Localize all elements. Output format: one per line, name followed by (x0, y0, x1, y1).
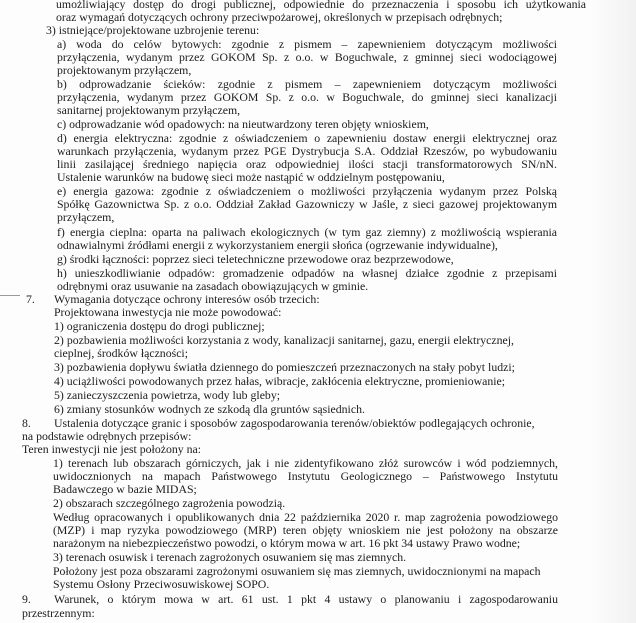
item-f-line: odnawialnymi źródłami energii z wykorzystaniem energii słońca (ogrzewanie indywidualne), (57, 238, 498, 252)
section-8-line: narażonym na niebezpieczeństwo powodzi, o którym mowa w art. 16 pkt 34 ustawy Prawo wodne; (53, 536, 521, 550)
section-7-item: 4) uciążliwości powodowanych przez hałas, wibracje, zakłócenia elektryczne, promieniowanie; (54, 374, 506, 388)
margin-mark (0, 295, 20, 296)
item-a-line: projektowanym przyłączem, (57, 63, 192, 77)
section-8-line: 2) obszarach szczególnego zagrożenia powodzią. (53, 496, 286, 510)
item-h-line: h) unieszkodliwianie odpadów: gromadzenie odpadów na własnej działce zgodnie z przepisami (57, 266, 557, 280)
section-8-line: Położony jest poza obszarami zagrożonymi osuwaniem się mas ziemnych, uwidocznionymi na mapach (53, 564, 541, 578)
item-b-line: b) odprowadzanie ścieków: zgodnie z pismem – zapewnieniem dotyczącym możliwości (57, 77, 557, 91)
page-edge-shadow (592, 0, 636, 623)
list-item-3: 3) istniejące/projektowane uzbrojenie terenu: (46, 23, 260, 37)
item-e-line: Spółkę Gazownictwa Sp. z o.o. Oddział Zakład Gazowniczy w Jaśle, z sieci gazowej projektowanym (57, 197, 557, 211)
text-line: umożliwiający dostęp do drogi publicznej, odpowiednie do przeznaczenia i sposobu ich użytkowania (56, 0, 586, 11)
text-line: oraz wymagań dotyczących ochrony przeciwpożarowej, określonych w przepisach odrębnych; (56, 10, 503, 24)
item-g-line: g) środki łączności: poprzez sieci teletechniczne przewodowe oraz bezprzewodowe, (57, 252, 454, 266)
item-d-line: warunkach przyłączenia, wydanym przez PGE Dystrybucja S.A. Oddział Rzeszów, po wybudowaniu (57, 144, 557, 158)
section-8-lead: Teren inwestycji nie jest położony na: (22, 442, 202, 456)
section-8-line: Systemu Osłony Przeciwosuwiskowej SOPO. (53, 577, 270, 591)
section-7-item: 3) pozbawienia dopływu światła dziennego do pomieszczeń przeznaczonych na stały pobyt ludzi; (54, 360, 515, 374)
item-f-line: f) energia cieplna: oparta na paliwach ekologicznych (w tym gaz ziemny) z możliwością wspierania (57, 225, 557, 239)
item-b-line: przyłączenia, wydanym przez GOKOM Sp. z o.o. w Boguchwale, do gminnej sieci kanalizacji (57, 90, 557, 104)
section-8-title-cont: na podstawie odrębnych przepisów: (22, 429, 192, 443)
item-h-line: odrębnymi oraz usuwanie na zasadach obowiązujących w gminie. (57, 279, 369, 293)
item-e-line: e) energia gazowa: zgodnie z oświadczeniem o możliwości przyłączenia wydanym przez Polską (57, 184, 557, 198)
item-a-line: przyłączenia, wydanym przez GOKOM Sp. z o.o. w Boguchwale, z gminnej sieci wodociągowej (57, 50, 557, 64)
section-7-item: 6) zmiany stosunków wodnych ze szkodą dla gruntów sąsiednich. (54, 402, 365, 416)
section-9-number: 9. (22, 592, 31, 606)
section-7-item: 2) pozbawienia możliwości korzystania z wody, kanalizacji sanitarnej, gazu, energii elektrycznej, (54, 333, 514, 347)
item-c-line: c) odprowadzanie wód opadowych: na nieutwardzony teren objęty wnioskiem, (57, 117, 429, 131)
item-d-line: linii zasilającej średniego napięcia oraz odpowiedniej ilości stacji transformatorowych SN/nN. (57, 157, 557, 171)
section-8-line: 3) terenach osuwisk i terenach zagrożonych osuwaniem się mas ziemnych. (53, 550, 407, 564)
section-9-title: Warunek, o którym mowa w art. 61 ust. 1 pkt 4 ustawy o planowaniu i zagospodarowaniu (54, 592, 558, 606)
section-7-lead: Projektowana inwestycja nie może powodować: (54, 305, 282, 319)
section-8-line: Badawczego w bazie MIDAS; (53, 482, 197, 496)
section-7-number: 7. (26, 292, 35, 306)
section-7-title: Wymagania dotyczące ochrony interesów osób trzecich: (54, 292, 320, 306)
item-b-line: sanitarnej projektowanym przyłączem, (57, 103, 241, 117)
item-d-line: d) energia elektryczna: zgodnie z oświadczeniem o zapewnieniu dostaw energii elektrycznej oraz (57, 131, 557, 145)
section-7-item: 1) ograniczenia dostępu do drogi publicznej; (54, 319, 265, 333)
item-e-line: przyłączem, (57, 210, 115, 224)
section-7-item: cieplnej, środków łączności; (54, 346, 188, 360)
item-a-line: a) woda do celów bytowych: zgodnie z pismem – zapewnieniem dotyczącym możliwości (57, 37, 557, 51)
item-d-line: Ustalenie warunków na budowę sieci może nastąpić w oddzielnym postępowaniu, (57, 170, 445, 184)
section-8-line: 1) terenach lub obszarach górniczych, jak i nie zidentyfikowano złóż surowców i wód podziemnych, (53, 456, 558, 470)
section-8-number: 8. (22, 416, 31, 430)
section-8-title: Ustalenia dotyczące granic i sposobów zagospodarowania terenów/obiektów podlegających ochronie, (54, 416, 535, 430)
section-9-title-cont: przestrzennym: (22, 606, 95, 620)
section-8-line: (MZP) i map ryzyka powodziowego (MRP) teren objęty wnioskiem nie jest położony na obszarze (53, 523, 558, 537)
section-7-item: 5) zanieczyszczenia powietrza, wody lub gleby; (54, 388, 281, 402)
section-8-line: uwidocznionych na mapach Państwowego Instytutu Geologicznego – Państwowego Instytutu (53, 469, 558, 483)
section-8-line: Według opracowanych i opublikowanych dnia 22 października 2020 r. map zagrożenia powodziowego (53, 510, 558, 524)
